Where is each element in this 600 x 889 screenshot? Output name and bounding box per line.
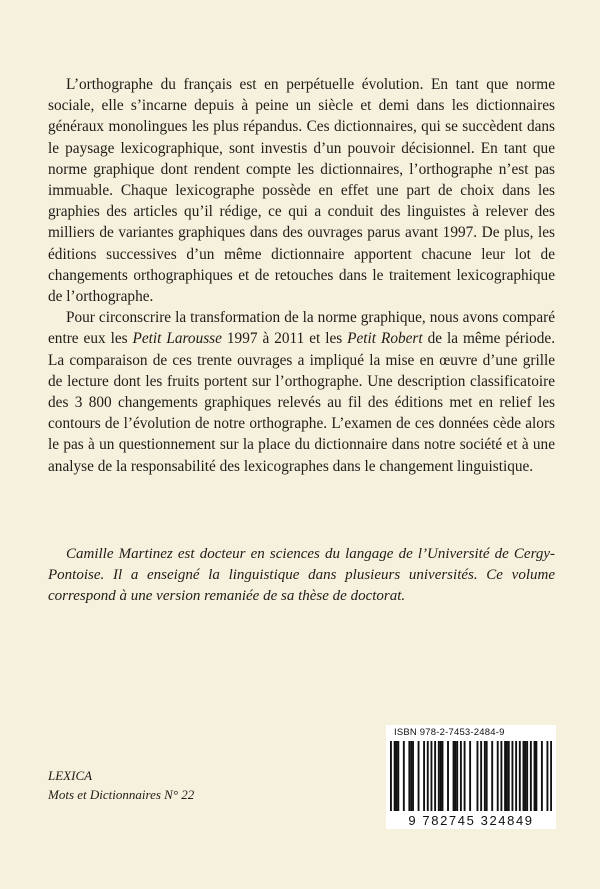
title-petit-robert: Petit Robert [347, 330, 423, 348]
barcode-bar [403, 741, 405, 811]
barcode-bar [442, 741, 444, 811]
barcode-bar [546, 741, 548, 811]
barcode-bar [526, 741, 528, 811]
series-collection: Mots et Dictionnaires N° 22 [48, 787, 195, 802]
barcode-bar [427, 741, 429, 811]
summary-text [48, 74, 555, 477]
barcode-digits: 9 782745 324849 [408, 813, 534, 828]
barcode-bar [500, 741, 502, 811]
barcode-bar [447, 741, 449, 811]
barcode-bar [497, 741, 499, 811]
barcode-bar [477, 741, 479, 811]
barcode-bar [394, 741, 396, 811]
summary-paragraph-2-text-b: 1997 à 2011 et les [221, 330, 348, 348]
barcode-bar [484, 741, 486, 811]
barcode-bar [469, 741, 471, 811]
barcode-bar [519, 741, 521, 811]
barcode-bars [390, 741, 552, 815]
barcode-bar [396, 741, 398, 811]
barcode-bar [464, 741, 466, 811]
barcode-bar [423, 741, 425, 811]
barcode-bar [541, 741, 543, 811]
series-info [48, 766, 194, 804]
barcode-bar [397, 741, 399, 811]
author-note: Camille Martinez est docteur en sciences du langage de l’Université de Cergy-Pontoise. Il a enseigné la linguistique dans plusieurs universités. Ce volume correspond à une version remaniée de sa thèse de doctorat. [48, 546, 555, 605]
barcode-bar [512, 741, 514, 811]
barcode-bar [434, 741, 436, 811]
barcode-bar [524, 741, 526, 811]
summary-paragraph-1: L’orthographe du français est en perpétuelle évolution. En tant que norme sociale, elle s’incarne depuis à peine un siècle et demi dans les dictionnaires généraux monolingues les plus répandus. Ces dictionnaires, qui se succèdent dans le paysage lexicographique, sont investis d’un pouvoir décisionnel. En tant que norme graphique dont rendent compte les dictionnaires, l’orthographe n’est pas immuable. Chaque lexicographe possède en effet une part de choix dans les graphies des articles qu’il rédige, ce qui a conduit des linguistes à relever des milliers de variantes graphiques dans des ouvrages parus avant 1997. De plus, les éditions successives d’un même dictionnaire apportent chacune leur lot de changements orthographiques et de retouches dans le traitement lexicographique de l’orthographe. [48, 76, 555, 306]
summary-paragraph-2-text-a: Pour circonscrire la transformation de la norme graphique, nous avons comparé entre eux les [48, 309, 555, 348]
barcode-bar [491, 741, 493, 811]
barcode-bar [534, 741, 536, 811]
isbn-barcode [386, 725, 556, 829]
barcode-bar [535, 741, 537, 811]
barcode-bar [486, 741, 488, 811]
barcode-bar [453, 741, 455, 811]
barcode-bar [408, 741, 410, 811]
barcode-bar [412, 741, 414, 811]
barcode-bar [460, 741, 462, 811]
series-name: LEXICA [48, 768, 93, 783]
barcode-bar [390, 741, 392, 811]
barcode-bar [480, 741, 482, 811]
summary-paragraph-2 [48, 307, 555, 477]
barcode-bar [431, 741, 433, 811]
title-petit-larousse: Petit Larousse [132, 330, 222, 348]
barcode-bar [418, 741, 420, 811]
barcode-bar [410, 741, 412, 811]
barcode-bar [456, 741, 458, 811]
summary-paragraph-2-text-c: de la même période. La comparaison de ces trente ouvrages a impliqué la mise en œuvre d’une grille de lecture dont les fruits portent sur l’orthographe. Une description classificatoire des 3 800 changements graphiques relevés au fil des éditions met en relief les contours de l’évolution de notre orthographe. L’examen de ces données cède alors le pas à un questionnement sur la place du dictionnaire dans notre société et à une analyse de la responsabilité des lexicographes dans le changement linguistique. [48, 330, 556, 475]
barcode-bar [550, 741, 552, 811]
barcode-bar [515, 741, 517, 811]
barcode-bar [440, 741, 442, 811]
barcode-bar [454, 741, 456, 811]
isbn-label: ISBN 978-2-7453-2484-9 [394, 727, 505, 738]
barcode-bar [508, 741, 510, 811]
barcode-bar [438, 741, 440, 811]
barcode-bar [523, 741, 525, 811]
barcode-bar [504, 741, 506, 811]
barcode-bar [506, 741, 508, 811]
barcode-bar [530, 741, 532, 811]
